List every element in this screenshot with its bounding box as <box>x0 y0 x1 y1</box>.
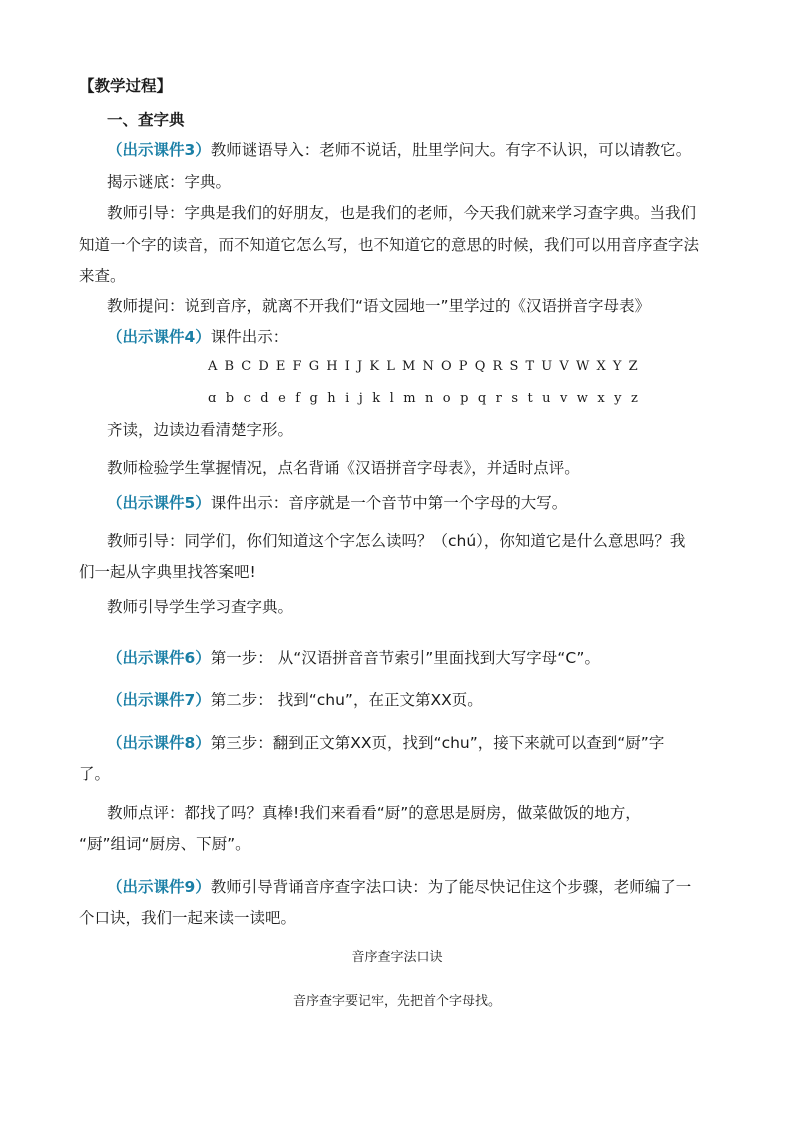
paragraph-answer: 揭示谜底：字典。 <box>107 173 232 191</box>
alphabet-letter: i <box>345 391 350 406</box>
alphabet-letter: D <box>258 359 269 374</box>
alphabet-letter: W <box>575 359 590 374</box>
alphabet-letter: s <box>511 391 518 406</box>
alphabet-letter: d <box>260 391 269 406</box>
alphabet-letter: n <box>424 391 434 406</box>
alphabet-letter: g <box>309 391 318 406</box>
paragraph-step-2 <box>107 690 747 710</box>
paragraph-courseware-4 <box>107 327 747 347</box>
alphabet-letter: x <box>597 391 605 406</box>
paragraph-read-aloud: 齐读，边读边看清楚字形。 <box>107 421 294 439</box>
alphabet-letter: t <box>527 391 533 406</box>
paragraph-courseware-5 <box>107 493 747 513</box>
alphabet-letter: v <box>559 391 568 406</box>
alphabet-letter: S <box>509 359 519 374</box>
alphabet-letter: u <box>542 391 551 406</box>
alphabet-letter: b <box>225 391 235 406</box>
courseware-tag: （出示课件7） <box>107 691 211 709</box>
alphabet-letter: K <box>369 359 380 374</box>
alphabet-letter: Q <box>474 359 486 374</box>
paragraph-guide-line-1: 教师引导：字典是我们的好朋友，也是我们的老师，今天我们就来学习查字典。当我们 <box>107 204 697 222</box>
paragraph-learn: 教师引导学生学习查字典。 <box>107 598 294 616</box>
courseware-tag: （出示课件4） <box>107 328 211 346</box>
alphabet-letter: k <box>372 391 381 406</box>
alphabet-letter: e <box>278 391 286 406</box>
alphabet-letter: y <box>614 391 622 406</box>
paragraph-text: 教师谜语导入：老师不说话，肚里学问大。有字不认识，可以请教它。 <box>210 141 692 159</box>
paragraph-text: 课件出示： <box>210 328 289 346</box>
section-heading: 【教学过程】 <box>79 77 173 95</box>
paragraph-guide-line-3: 来查。 <box>79 267 126 285</box>
paragraph-text: 第二步： 找到“chu”，在正文第XX页。 <box>210 691 483 709</box>
paragraph-comment-line-1: 教师点评：都找了吗？真棒!我们来看看“厨”的意思是厨房，做菜做饭的地方， <box>107 804 641 822</box>
paragraph-riddle <box>107 140 747 160</box>
alphabet-letter: R <box>492 359 503 374</box>
alphabet-letter: h <box>327 391 336 406</box>
verse-line-1: 音序查字要记牢，先把首个字母找。 <box>292 994 501 1009</box>
alphabet-letter: C <box>241 359 252 374</box>
alphabet-letter: f <box>295 391 301 406</box>
alphabet-lowercase <box>208 390 638 408</box>
alphabet-letter: P <box>458 359 468 374</box>
verse-title: 音序查字法口诀 <box>351 950 443 965</box>
alphabet-letter: z <box>630 391 638 406</box>
sub-heading: 一、查字典 <box>107 111 185 129</box>
alphabet-letter: ɑ <box>208 391 217 406</box>
alphabet-uppercase <box>208 358 638 376</box>
courseware-tag: （出示课件8） <box>107 734 211 752</box>
alphabet-letter: X <box>596 359 606 374</box>
alphabet-letter: Y <box>612 359 622 374</box>
paragraph-text: 第一步： 从“汉语拼音音节索引”里面找到大写字母“C”。 <box>210 649 600 667</box>
paragraph-step-3-line-2: 了。 <box>79 765 111 783</box>
alphabet-letter: J <box>357 359 363 374</box>
alphabet-letter: p <box>460 391 469 406</box>
alphabet-letter: I <box>344 359 350 374</box>
paragraph-chu-line-2: 们一起从字典里找答案吧! <box>79 563 256 581</box>
alphabet-letter: L <box>386 359 395 374</box>
paragraph-mnemonic-line-2: 个口诀，我们一起来读一读吧。 <box>79 909 297 927</box>
courseware-tag: （出示课件5） <box>107 494 211 512</box>
paragraph-question: 教师提问：说到音序，就离不开我们“语文园地一”里学过的《汉语拼音字母表》 <box>107 297 651 315</box>
paragraph-step-3-line-1 <box>107 733 747 753</box>
alphabet-letter: o <box>442 391 451 406</box>
paragraph-comment-line-2: “厨”组词“厨房、下厨”。 <box>79 835 251 853</box>
paragraph-guide-line-2: 知道一个字的读音，而不知道它怎么写，也不知道它的意思的时候，我们可以用音序查字法 <box>79 236 700 254</box>
paragraph-chu-line-1: 教师引导：同学们，你们知道这个字怎么读吗？（chú），你知道它是什么意思吗？我 <box>107 532 686 550</box>
alphabet-letter: G <box>308 359 320 374</box>
alphabet-letter: M <box>402 359 416 374</box>
alphabet-letter: E <box>275 359 286 374</box>
courseware-tag: （出示课件9） <box>107 878 211 896</box>
paragraph-text: 第三步：翻到正文第XX页，找到“chu”，接下来就可以查到“厨”字 <box>210 734 665 752</box>
alphabet-letter: U <box>541 359 553 374</box>
alphabet-letter: j <box>358 391 363 406</box>
alphabet-letter: r <box>495 391 502 406</box>
alphabet-letter: Z <box>628 359 638 374</box>
alphabet-letter: l <box>389 391 394 406</box>
alphabet-letter: V <box>559 359 569 374</box>
alphabet-letter: w <box>576 391 588 406</box>
alphabet-letter: N <box>422 359 434 374</box>
alphabet-letter: c <box>243 391 251 406</box>
paragraph-step-1 <box>107 648 747 668</box>
courseware-tag: （出示课件6） <box>107 649 211 667</box>
paragraph-text: 课件出示：音序就是一个音节中第一个字母的大写。 <box>210 494 568 512</box>
alphabet-letter: q <box>477 391 487 406</box>
paragraph-check: 教师检验学生掌握情况，点名背诵《汉语拼音字母表》，并适时点评。 <box>107 459 580 477</box>
alphabet-letter: B <box>224 359 235 374</box>
alphabet-letter: F <box>292 359 302 374</box>
alphabet-letter: m <box>403 391 416 406</box>
alphabet-letter: O <box>440 359 452 374</box>
paragraph-text: 教师引导背诵音序查字法口诀：为了能尽快记住这个步骤，老师编了一 <box>210 878 692 896</box>
courseware-tag: （出示课件3） <box>107 141 211 159</box>
alphabet-letter: T <box>525 359 535 374</box>
alphabet-letter: A <box>208 359 218 374</box>
alphabet-letter: H <box>326 359 338 374</box>
paragraph-mnemonic-line-1 <box>107 877 747 897</box>
